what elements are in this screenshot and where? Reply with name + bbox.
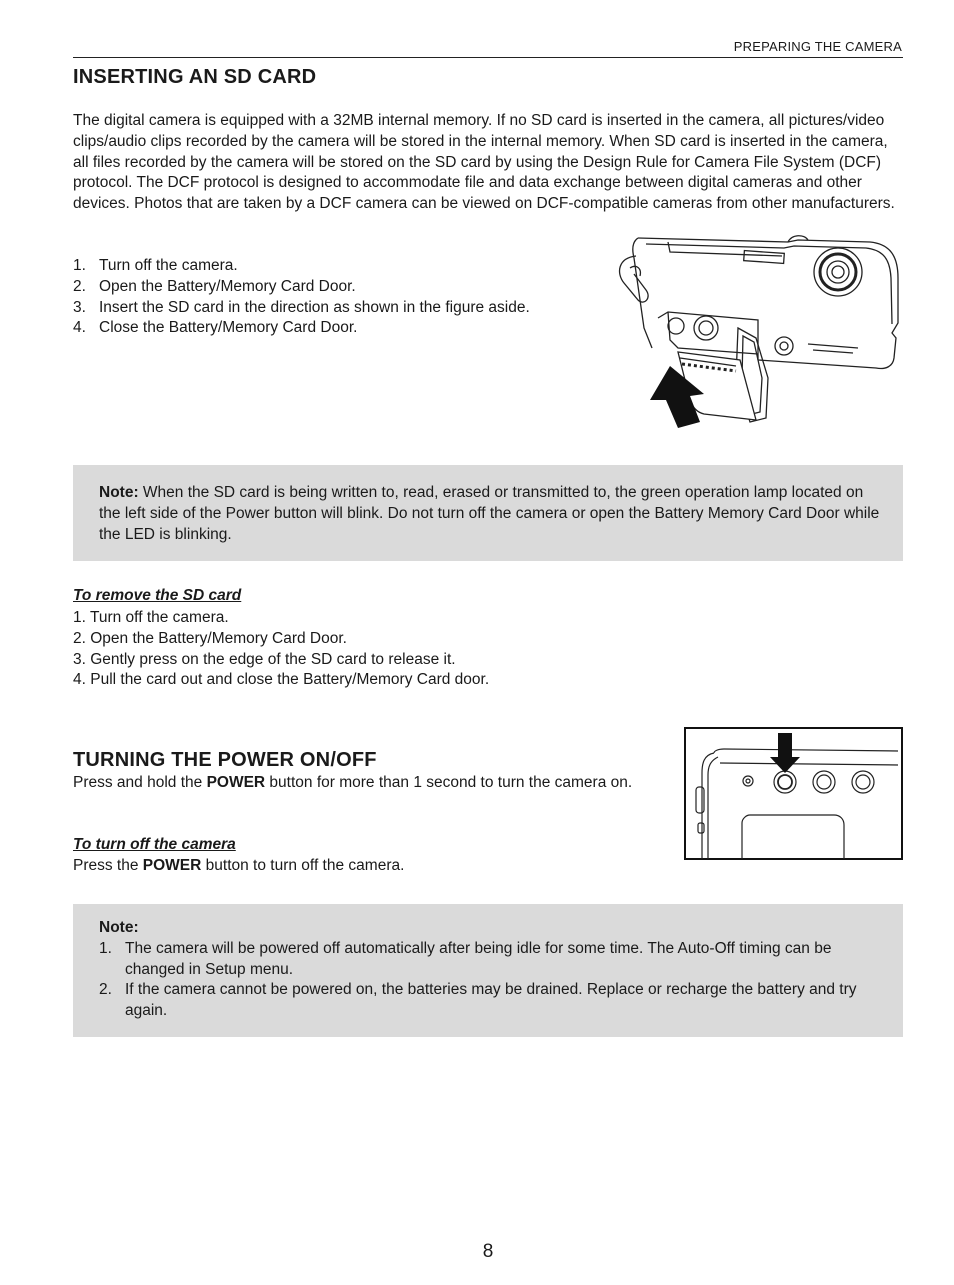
- list-item: 2. If the camera cannot be powered on, the batteries may be drained. Replace or recharge the battery and try again.: [99, 981, 857, 1020]
- note-power-label: Note:: [99, 919, 139, 936]
- list-item: 2. Open the Battery/Memory Card Door.: [73, 629, 347, 647]
- note-led-text: Note: When the SD card is being written to, read, erased or transmitted to, the green operation lamp located on the left side of the Power button will blink. Do not turn off the camera or open the Battery Memory Card Door while the LED is blinking.: [99, 484, 880, 543]
- power-on-instruction: Press and hold the POWER button for more than 1 second to turn the camera on.: [73, 774, 633, 791]
- list-item: 1. Turn off the camera.: [73, 609, 229, 626]
- power-button-illustration: [684, 727, 903, 860]
- sd-card-insertion-illustration: [608, 228, 904, 434]
- list-item: 4. Close the Battery/Memory Card Door.: [73, 319, 358, 337]
- sd-insert-steps: [73, 256, 593, 339]
- list-item: 4. Pull the card out and close the Battery/Memory Card door.: [73, 671, 490, 689]
- sd-section-title: INSERTING AN SD CARD: [73, 66, 317, 88]
- list-item: 1. Turn off the camera.: [73, 257, 238, 274]
- sd-intro-paragraph: The digital camera is equipped with a 32MB internal memory. If no SD card is inserted in the camera, all pictures/video clips/audio clips recorded by the camera will be stored in the internal memory. When SD card is inserted in the camera, all files recorded by the camera will be stored on the SD card by using the Design Rule for Camera File System (DCF) protocol. The DCF protocol is designed to accommodate file and data exchange between digital cameras and other devices. Photos that are taken by a DCF camera can be viewed on DCF-compatible cameras from other manufacturers.: [73, 112, 895, 213]
- note-box-led: [73, 465, 903, 561]
- remove-sd-steps: [73, 608, 673, 691]
- power-section-title: TURNING THE POWER ON/OFF: [73, 749, 377, 771]
- header-rule: [73, 57, 903, 58]
- list-item: 3. Insert the SD card in the direction as shown in the figure aside.: [73, 298, 530, 316]
- power-off-instruction: Press the POWER button to turn off the camera.: [73, 857, 405, 874]
- remove-sd-heading: To remove the SD card: [73, 587, 242, 604]
- page-number: 8: [482, 1241, 494, 1262]
- note-box-power: [73, 904, 903, 1037]
- power-off-heading: To turn off the camera: [73, 836, 236, 853]
- list-item: 1. The camera will be powered off automatically after being idle for some time. The Auto-Off timing can be changed in Setup menu.: [99, 939, 832, 978]
- section-header: PREPARING THE CAMERA: [733, 39, 902, 54]
- list-item: 3. Gently press on the edge of the SD card to release it.: [73, 650, 456, 668]
- list-item: 2. Open the Battery/Memory Card Door.: [73, 277, 356, 295]
